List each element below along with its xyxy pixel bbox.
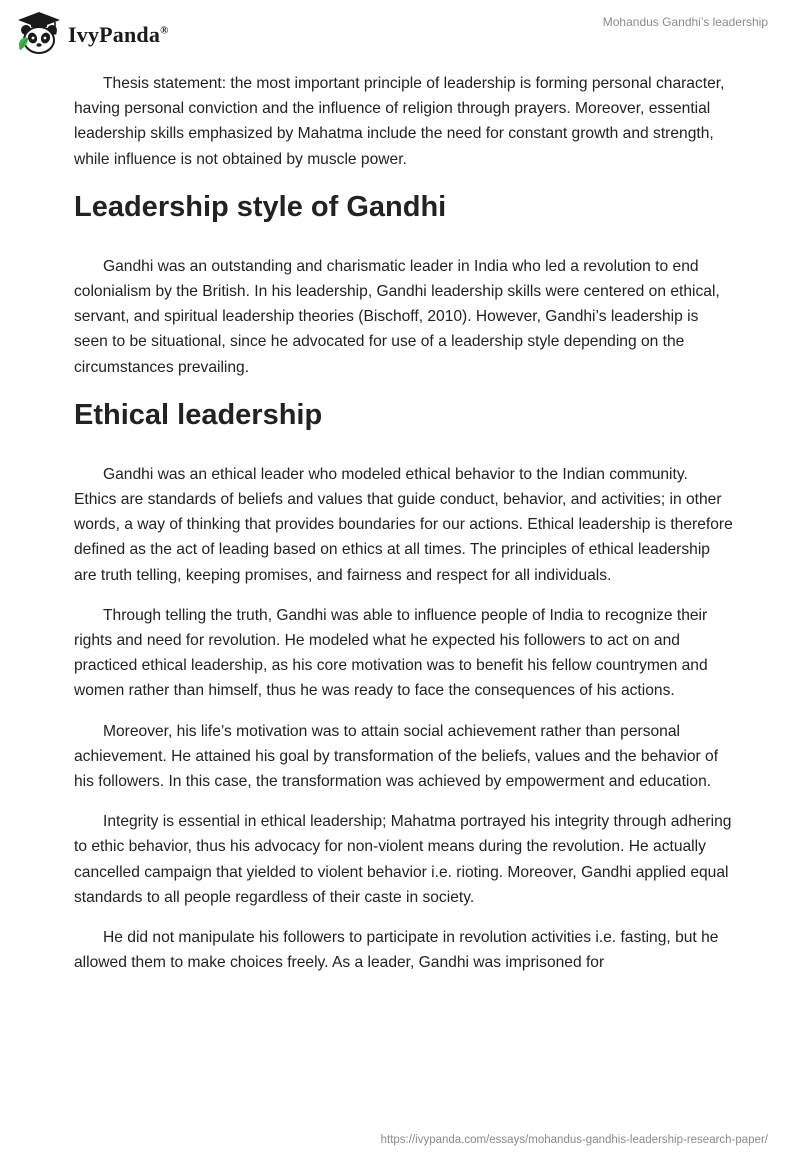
logo-wordmark: IvyPanda® [68, 22, 169, 47]
section-heading-ethical-leadership: Ethical leadership [74, 398, 323, 431]
document-title: Mohandus Gandhi’s leadership [602, 15, 768, 29]
essay-body [74, 71, 734, 990]
registered-mark: ® [160, 24, 169, 37]
section-heading-leadership-style: Leadership style of Gandhi [74, 190, 447, 223]
paragraph: Gandhi was an ethical leader who modeled ethical behavior to the Indian community. Ethics are standards of beliefs and values that guide conduct, behavior, and activities; in other words, a way of thinking that provides boundaries for our actions. Ethical leadership is therefore defined as the act of leading based on ethics at all times. The principles of ethical leadership are truth telling, keeping promises, and fairness and respect for all individuals. [74, 465, 733, 584]
paragraph: Integrity is essential in ethical leadership; Mahatma portrayed his integrity through adhering to ethic behavior, thus his advocacy for non-violent means during the revolution. He actually cancelled campaign that yielded to violent behavior i.e. rioting. Moreover, Gandhi applied equal standards to all people regardless of their caste in society. [74, 813, 732, 906]
site-logo[interactable] [14, 10, 169, 56]
paragraph: Moreover, his life’s motivation was to attain social achievement rather than personal achievement. He attained his goal by transformation of the beliefs, values and the behavior of his followers. In this case, the transformation was achieved by empowerment and education. [74, 722, 719, 791]
paragraph: He did not manipulate his followers to participate in revolution activities i.e. fasting, but he allowed them to make choices freely. As a leader, Gandhi was imprisoned for [74, 929, 719, 972]
paragraph: Through telling the truth, Gandhi was able to influence people of India to recognize their rights and need for revolution. He modeled what he expected his followers to act on and practiced ethical leadership, as his core motivation was to benefit his fellow countrymen and women rather than himself, thus he was ready to face the consequences of his actions. [74, 606, 708, 700]
paragraph: Gandhi was an outstanding and charismatic leader in India who led a revolution to end colonialism by the British. In his leadership, Gandhi leadership skills were centered on ethical, servant, and spiritual leadership theories (Bischoff, 2010). However, Gandhi’s leadership is seen to be situational, since he advocated for use of a leadership style depending on the circumstances prevailing. [74, 257, 720, 376]
source-url[interactable]: https://ivypanda.com/essays/mohandus-gandhis-leadership-research-paper/ [380, 1134, 768, 1146]
thesis-paragraph: Thesis statement: the most important principle of leadership is forming personal character, having personal conviction and the influence of religion through prayers. Moreover, essential leadership skills emphasized by Mahatma include the need for constant growth and strength, while influence is not obtained by muscle power. [74, 75, 725, 168]
panda-logo-icon [14, 10, 64, 56]
